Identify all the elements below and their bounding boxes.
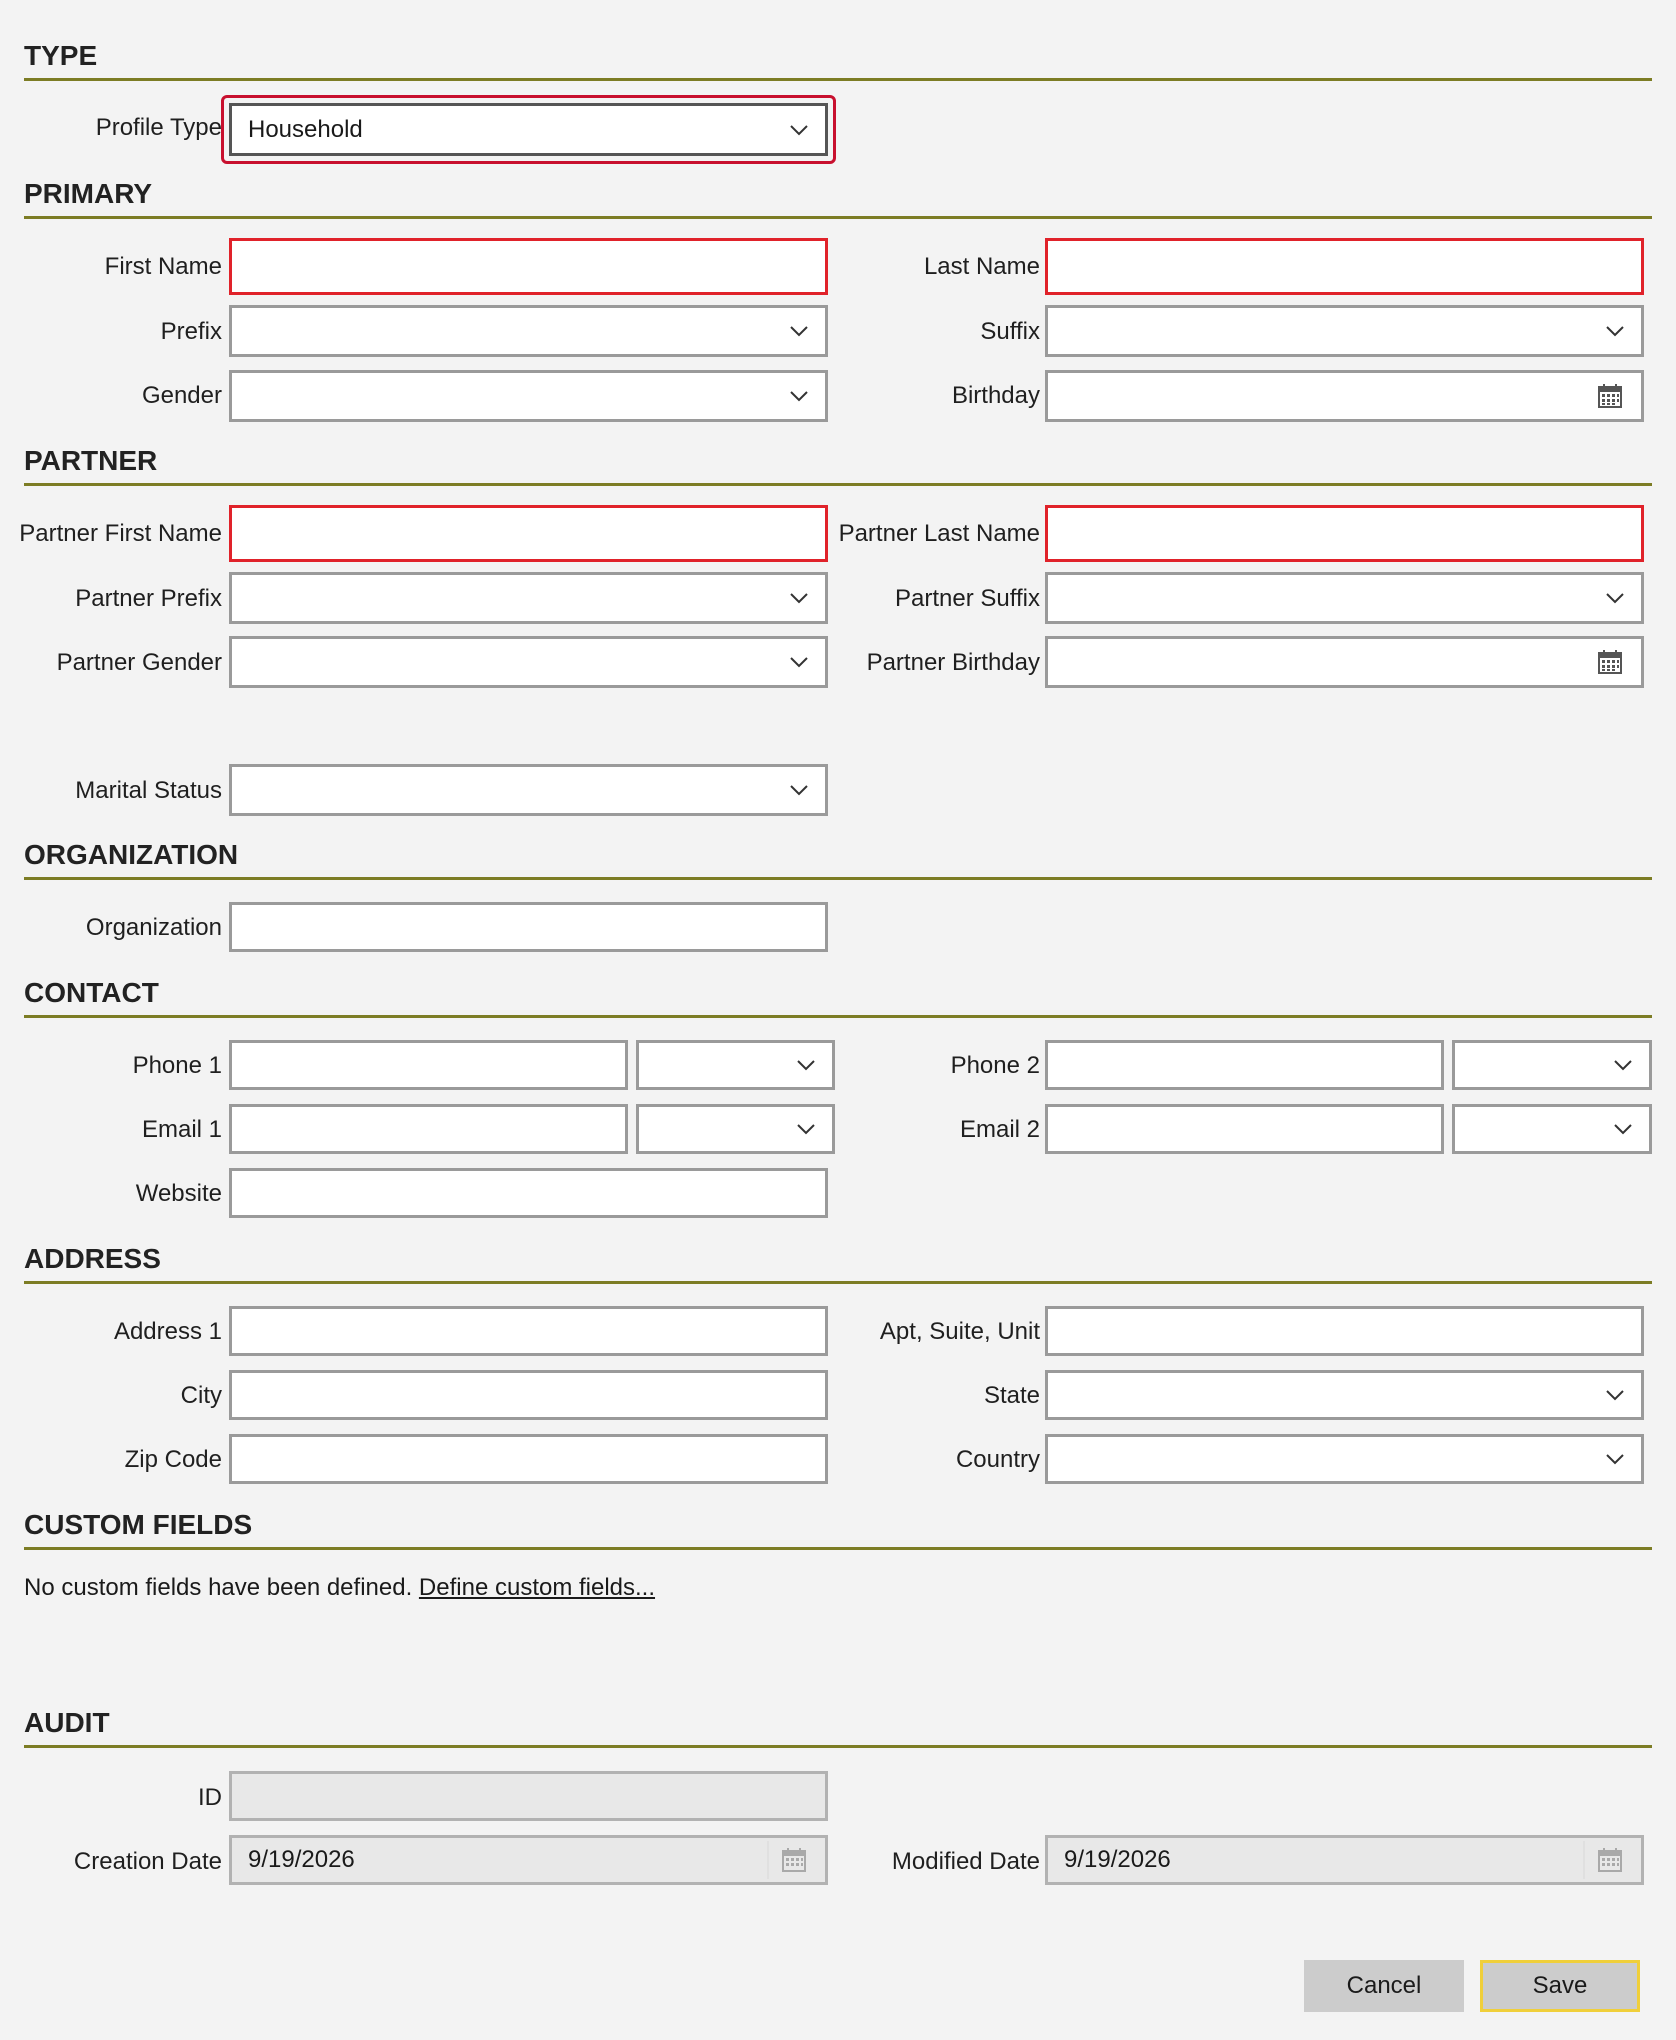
calendar-icon[interactable] (1597, 383, 1623, 409)
calendar-icon (1597, 1847, 1623, 1873)
prefix-label: Prefix (160, 318, 222, 345)
email1-type-select[interactable] (636, 1104, 835, 1154)
modified-date-value: 9/19/2026 (1064, 1846, 1171, 1873)
prefix-select[interactable] (229, 305, 828, 357)
partner-last-name-label: Partner Last Name (838, 520, 1040, 547)
section-divider (24, 1745, 1652, 1748)
email2-input[interactable] (1045, 1104, 1444, 1154)
last-name-input[interactable] (1045, 238, 1644, 295)
city-input[interactable] (229, 1370, 828, 1420)
profile-type-select[interactable] (229, 103, 828, 156)
address1-input[interactable] (229, 1306, 828, 1356)
id-readonly-input (229, 1771, 828, 1821)
profile-type-label: Profile Type (95, 114, 222, 141)
define-custom-fields-link[interactable]: Define custom fields... (418, 1574, 656, 1601)
separator (767, 1841, 769, 1879)
birthday-date-input[interactable] (1045, 370, 1644, 422)
partner-first-name-label: Partner First Name (19, 520, 222, 547)
chevron-down-icon (789, 123, 809, 137)
birthday-label: Birthday (951, 382, 1040, 409)
creation-date-input (229, 1835, 828, 1885)
partner-prefix-select[interactable] (229, 572, 828, 624)
address1-label: Address 1 (113, 1318, 222, 1345)
section-divider (24, 483, 1652, 486)
gender-select[interactable] (229, 370, 828, 422)
first-name-input[interactable] (229, 238, 828, 295)
phone1-label: Phone 1 (132, 1052, 222, 1079)
organization-input[interactable] (229, 902, 828, 952)
email1-label: Email 1 (141, 1116, 222, 1143)
cancel-button[interactable]: Cancel (1304, 1960, 1464, 2012)
section-divider (24, 216, 1652, 219)
organization-label: Organization (85, 914, 222, 941)
profile-type-value: Household (248, 115, 363, 143)
partner-gender-label: Partner Gender (56, 649, 222, 676)
modified-date-input (1045, 1835, 1644, 1885)
chevron-down-icon (789, 783, 809, 797)
partner-last-name-input[interactable] (1045, 505, 1644, 562)
phone1-type-select[interactable] (636, 1040, 835, 1090)
section-title-primary: PRIMARY (24, 178, 153, 209)
partner-suffix-label: Partner Suffix (895, 585, 1040, 612)
section-title-custom-fields: CUSTOM FIELDS (24, 1509, 253, 1540)
country-select[interactable] (1045, 1434, 1644, 1484)
marital-status-label: Marital Status (75, 777, 222, 804)
custom-fields-message (24, 1574, 655, 1602)
chevron-down-icon (789, 389, 809, 403)
state-label: State (983, 1382, 1040, 1409)
partner-first-name-input[interactable] (229, 505, 828, 562)
chevron-down-icon (789, 655, 809, 669)
gender-label: Gender (141, 382, 222, 409)
partner-gender-select[interactable] (229, 636, 828, 688)
zip-code-input[interactable] (229, 1434, 828, 1484)
modified-date-label: Modified Date (891, 1848, 1040, 1875)
id-label: ID (198, 1784, 222, 1811)
suffix-select[interactable] (1045, 305, 1644, 357)
last-name-label: Last Name (923, 253, 1040, 280)
section-divider (24, 78, 1652, 81)
section-title-type: TYPE (24, 40, 98, 71)
chevron-down-icon (1605, 324, 1625, 338)
email2-type-select[interactable] (1452, 1104, 1652, 1154)
partner-birthday-label: Partner Birthday (866, 649, 1040, 676)
chevron-down-icon (789, 591, 809, 605)
chevron-down-icon (1613, 1122, 1633, 1136)
phone2-type-select[interactable] (1452, 1040, 1652, 1090)
partner-prefix-label: Partner Prefix (75, 585, 222, 612)
zip-code-label: Zip Code (124, 1446, 222, 1473)
calendar-icon (781, 1847, 807, 1873)
chevron-down-icon (1605, 1452, 1625, 1466)
section-divider (24, 1015, 1652, 1018)
section-title-partner: PARTNER (24, 445, 158, 476)
section-divider (24, 1281, 1652, 1284)
website-label: Website (135, 1180, 222, 1207)
save-button[interactable]: Save (1480, 1960, 1640, 2012)
phone2-input[interactable] (1045, 1040, 1444, 1090)
chevron-down-icon (1605, 1388, 1625, 1402)
chevron-down-icon (796, 1058, 816, 1072)
section-title-organization: ORGANIZATION (24, 839, 239, 870)
partner-suffix-select[interactable] (1045, 572, 1644, 624)
apt-suite-unit-label: Apt, Suite, Unit (879, 1318, 1040, 1345)
chevron-down-icon (1605, 591, 1625, 605)
country-label: Country (955, 1446, 1040, 1473)
calendar-icon[interactable] (1597, 649, 1623, 675)
marital-status-select[interactable] (229, 764, 828, 816)
separator (1583, 1841, 1585, 1879)
first-name-label: First Name (104, 253, 222, 280)
partner-birthday-date-input[interactable] (1045, 636, 1644, 688)
phone2-label: Phone 2 (950, 1052, 1040, 1079)
phone1-input[interactable] (229, 1040, 628, 1090)
email1-input[interactable] (229, 1104, 628, 1154)
section-title-address: ADDRESS (24, 1243, 161, 1274)
website-input[interactable] (229, 1168, 828, 1218)
section-title-contact: CONTACT (24, 977, 159, 1008)
apt-suite-unit-input[interactable] (1045, 1306, 1644, 1356)
custom-fields-empty-text: No custom fields have been defined. (24, 1574, 413, 1601)
chevron-down-icon (789, 324, 809, 338)
creation-date-value: 9/19/2026 (248, 1846, 355, 1873)
section-title-audit: AUDIT (24, 1707, 110, 1738)
suffix-label: Suffix (980, 318, 1040, 345)
section-divider (24, 877, 1652, 880)
state-select[interactable] (1045, 1370, 1644, 1420)
chevron-down-icon (1613, 1058, 1633, 1072)
city-label: City (180, 1382, 222, 1409)
section-divider (24, 1547, 1652, 1550)
email2-label: Email 2 (959, 1116, 1040, 1143)
chevron-down-icon (796, 1122, 816, 1136)
creation-date-label: Creation Date (73, 1848, 222, 1875)
